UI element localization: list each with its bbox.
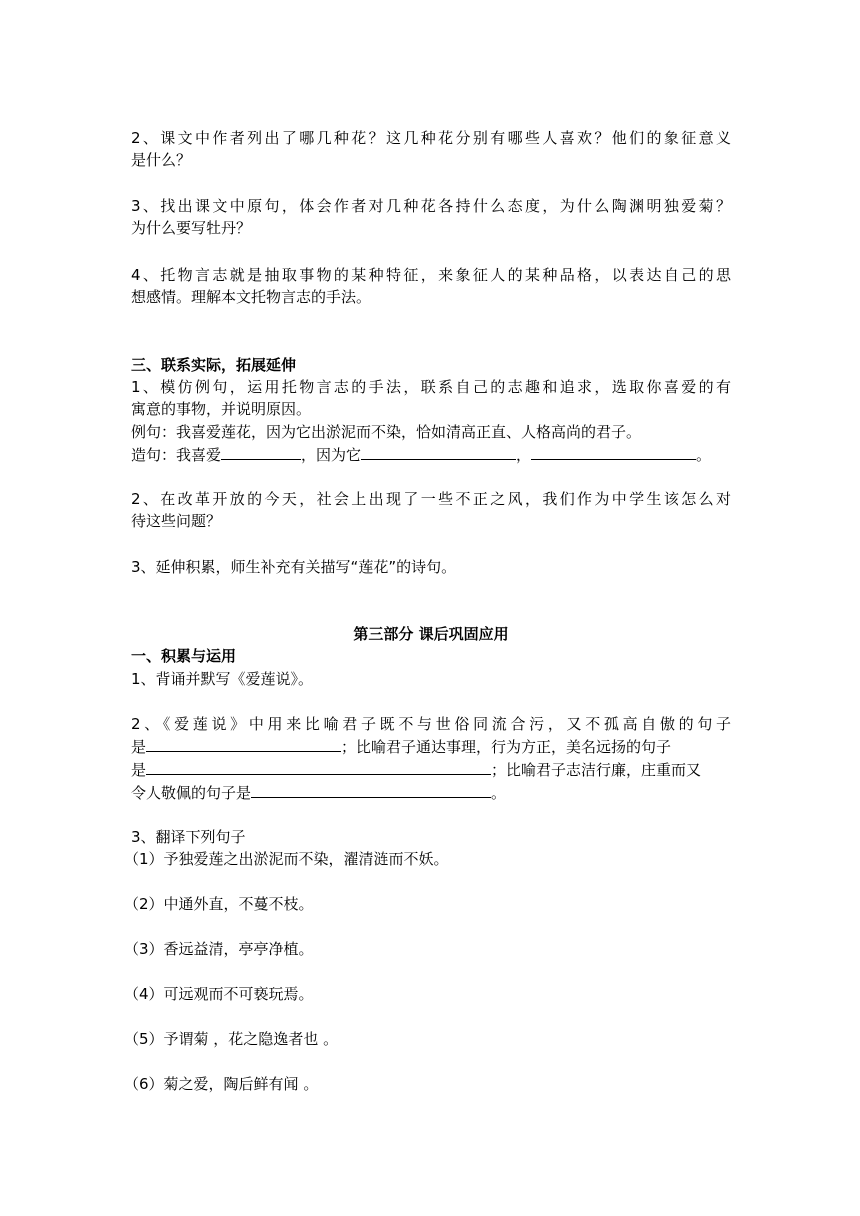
section-3-heading: 三、联系实际，拓展延伸 [131, 356, 297, 374]
question-3-line-1: 3、找出课文中原句，体会作者对几种花各持什么态度，为什么陶渊明独爱菊？ [131, 197, 731, 215]
part-3-q1: 1、背诵并默写《爱莲说》。 [131, 670, 314, 688]
question-2-line-2: 是什么？ [131, 151, 192, 169]
example-sentence: 例句：我喜爱莲花，因为它出淤泥而不染，恰如清高正直、人格高尚的君子。 [131, 423, 642, 441]
part-3-subheading: 一、积累与运用 [131, 647, 237, 665]
make-end: 。 [696, 446, 712, 464]
blank-answer-2[interactable] [146, 758, 491, 775]
q2-line4-suffix: 。 [491, 784, 507, 802]
translation-item: （6）菊之爱，陶后鲜有闻 。 [124, 1075, 319, 1093]
q2-line2-suffix: ；比喻君子通达事理，行为方正，美名远扬的句子 [341, 738, 672, 756]
translation-item: （2）中通外直，不蔓不枝。 [124, 895, 314, 913]
translation-item: （5）予谓菊 ，花之隐逸者也 。 [124, 1030, 339, 1048]
section-3-q2-line-1: 2、在改革开放的今天，社会上出现了一些不正之风，我们作为中学生该怎么对 [131, 490, 731, 508]
blank-favorite-thing[interactable] [221, 443, 301, 460]
blank-reason-1[interactable] [361, 443, 516, 460]
section-3-q1-line-2: 寓意的事物，并说明原因。 [131, 400, 312, 418]
section-3-q3: 3、延伸积累，师生补充有关描写“莲花”的诗句。 [131, 558, 457, 576]
q2-line3-prefix: 是 [131, 761, 147, 779]
blank-reason-2[interactable] [531, 443, 696, 460]
question-4-line-1: 4、托物言志就是抽取事物的某种特征，来象征人的某种品格，以表达自己的思 [131, 266, 731, 284]
sentence-making-line [131, 443, 731, 466]
blank-answer-1[interactable] [146, 735, 341, 752]
part-3-q2-line-3 [131, 758, 731, 781]
q2-line2-prefix: 是 [131, 738, 147, 756]
section-3-q2-line-2: 待这些问题？ [131, 512, 222, 530]
section-3-q1-line-1: 1、模仿例句，运用托物言志的手法，联系自己的志趣和追求，选取你喜爱的有 [131, 378, 731, 396]
q2-line4-prefix: 令人敬佩的句子是 [131, 784, 252, 802]
question-3-line-2: 为什么要写牡丹？ [131, 219, 252, 237]
translation-item: （1）予独爱莲之出淤泥而不染，濯清涟而不妖。 [124, 850, 449, 868]
part-3-q2-line-4 [131, 781, 731, 804]
make-comma: ， [516, 446, 532, 464]
translation-item: （4）可远观而不可亵玩焉。 [124, 985, 314, 1003]
part-3-q3: 3、翻译下列句子 [131, 828, 246, 846]
part-3-q2-line-2 [131, 735, 731, 758]
q2-line3-suffix: ；比喻君子志洁行廉，庄重而又 [491, 761, 702, 779]
part-3-title: 第三部分 课后巩固应用 [353, 625, 509, 643]
make-prefix: 造句：我喜爱 [131, 446, 222, 464]
part-3-q2-line-1: 2、《爱莲说》中用来比喻君子既不与世俗同流合污，又不孤高自傲的句子 [131, 715, 731, 733]
question-4-line-2: 想感情。理解本文托物言志的手法。 [131, 288, 372, 306]
translation-item: （3）香远益清，亭亭净植。 [124, 940, 314, 958]
make-mid: ，因为它 [301, 446, 362, 464]
question-2-line-1: 2、课文中作者列出了哪几种花？这几种花分别有哪些人喜欢？他们的象征意义 [131, 129, 731, 147]
blank-answer-3[interactable] [251, 781, 491, 798]
